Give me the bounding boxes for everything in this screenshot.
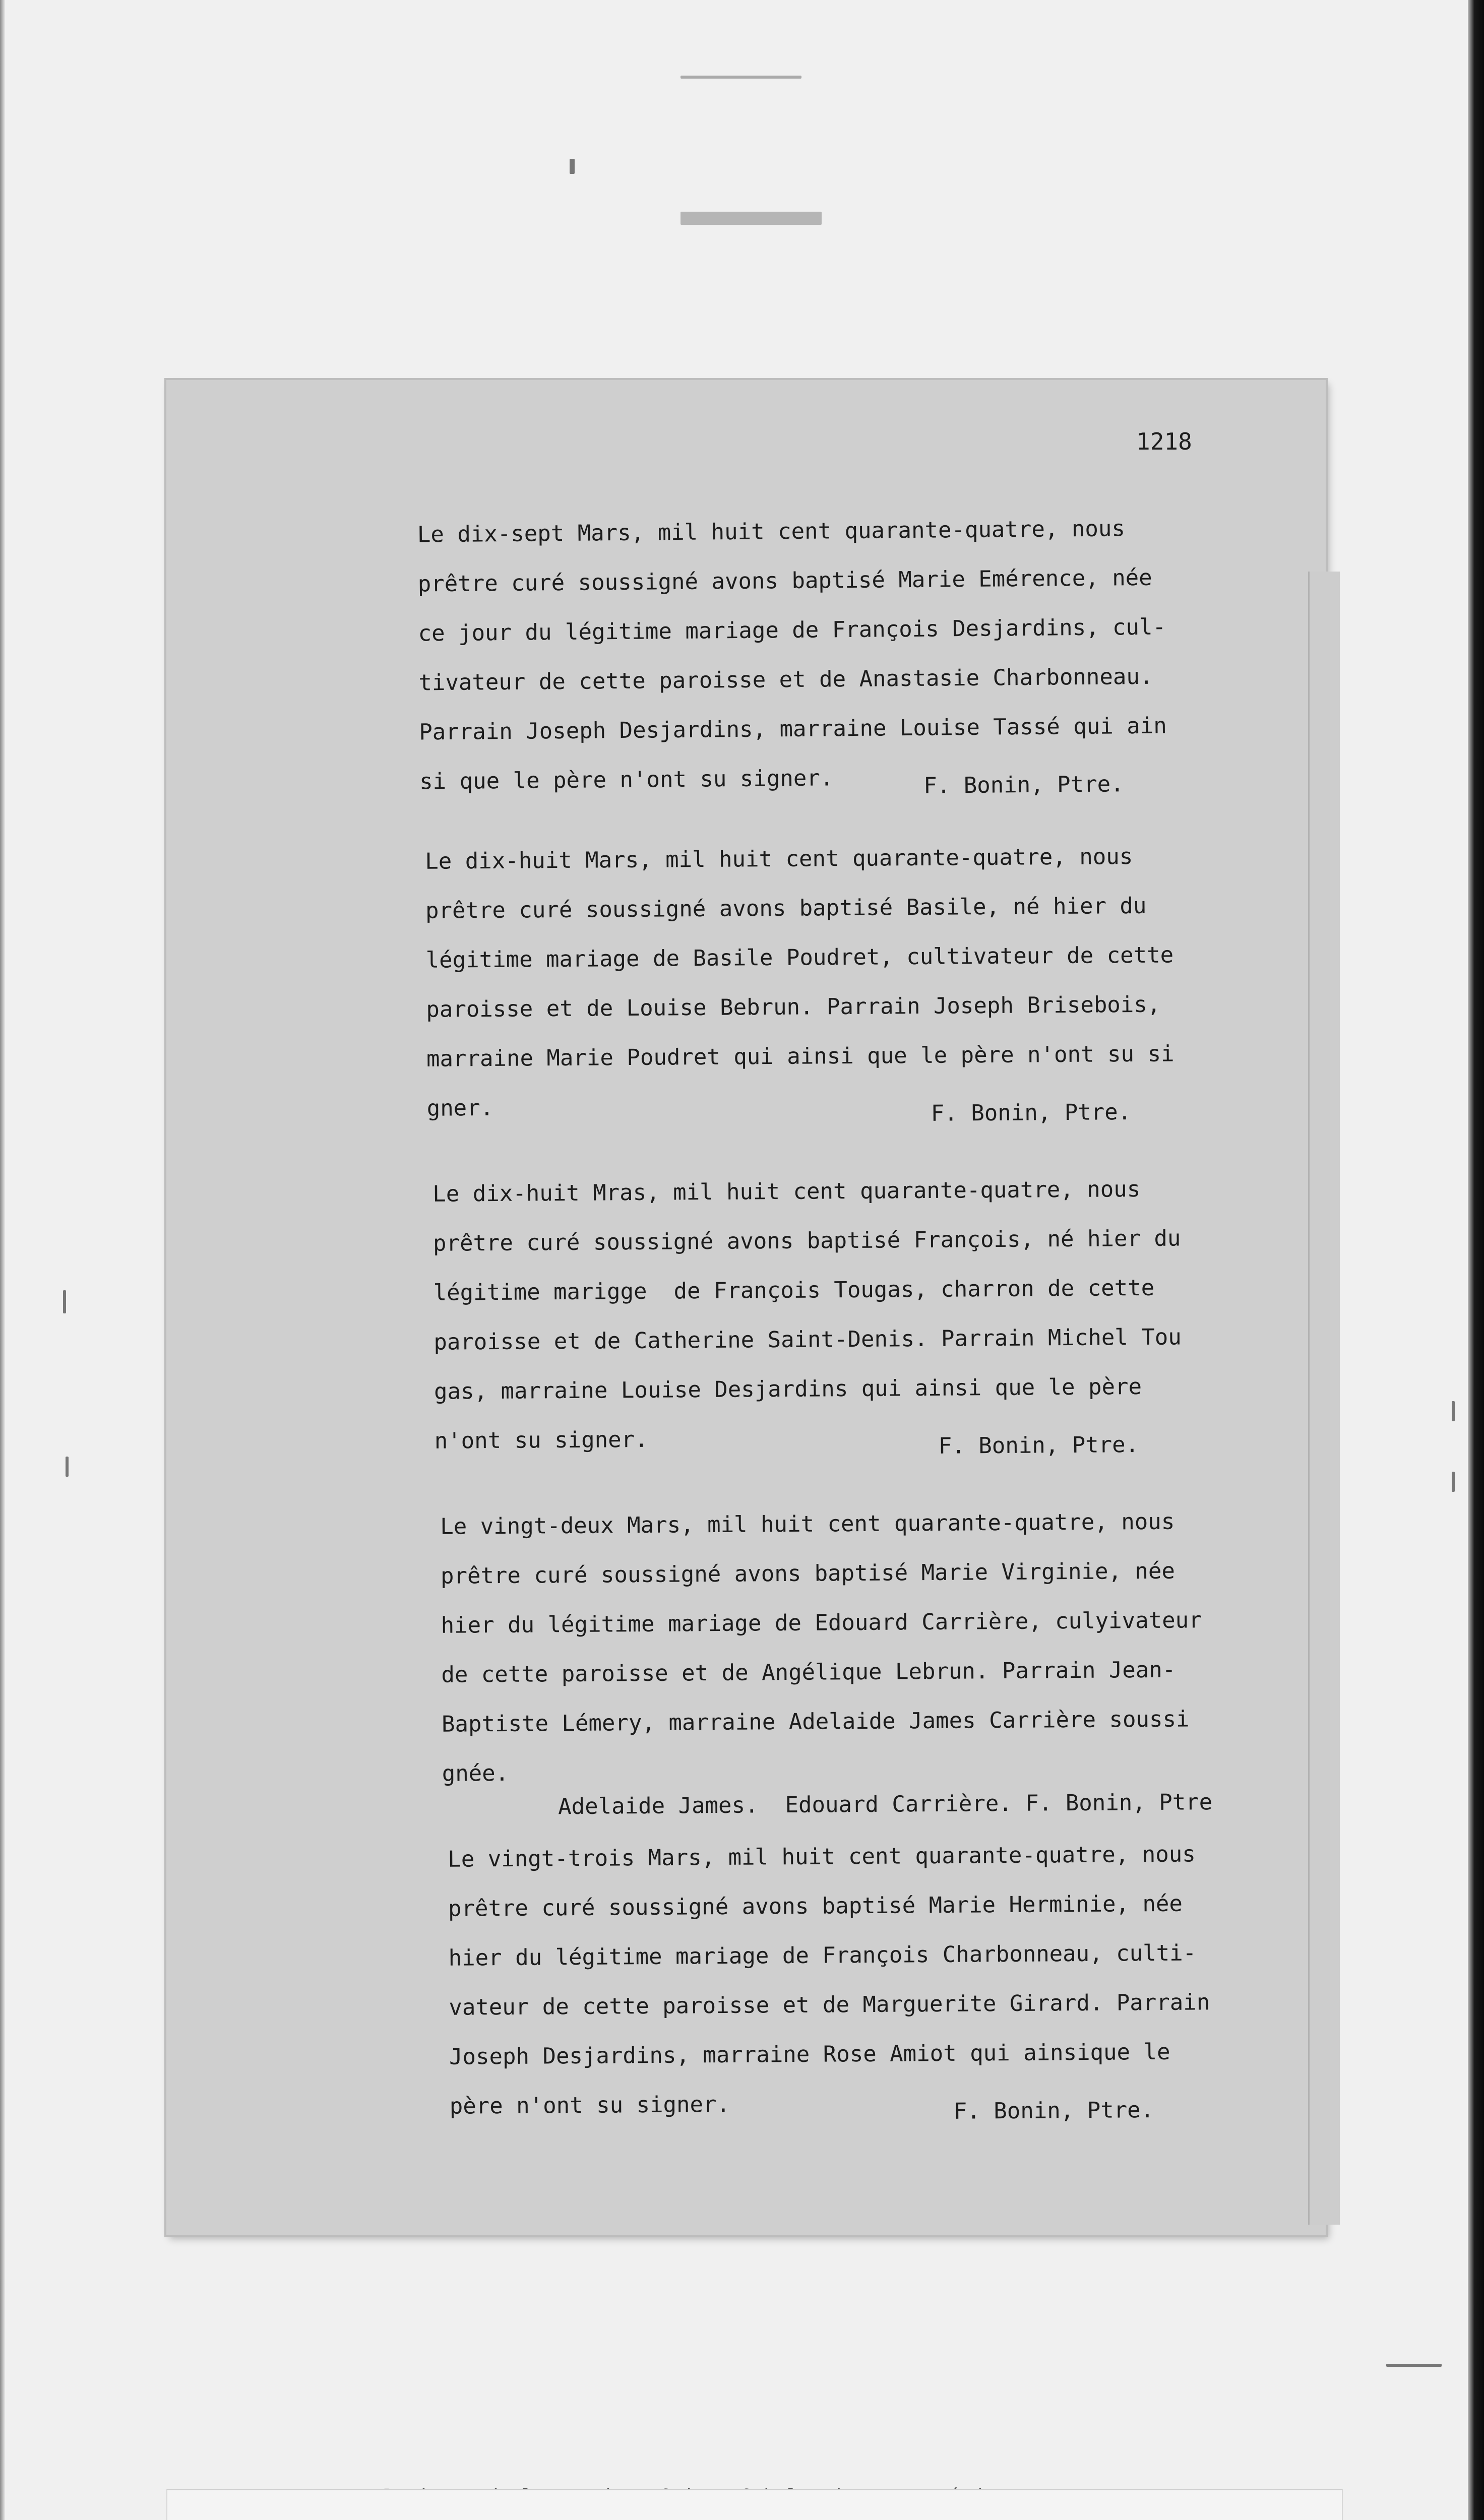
archives-stamp [166,2489,1343,2520]
entry-line: Joseph Desjardins, marraine Rose Amiot qui ainsique le [449,2039,1170,2070]
entry-line: Le dix-huit Mars, mil huit cent quarante-quatre, nous [425,844,1133,874]
entry-line: gnée. [442,1760,509,1787]
baptism-entry [432,1163,1417,1466]
entry-line: n'ont su signer. [434,1426,648,1454]
signature: Adelaide James. Edouard Carrière. F. Bonin, Ptre [558,1789,1213,1820]
entry-line: légitime mariage de Basile Poudret, cultivateur de cette [425,942,1174,973]
entry-line: vateur de cette paroisse et de Marguerite Girard. Parrain [449,1989,1210,2021]
signature: F. Bonin, Ptre. [923,771,1124,799]
document-page [166,380,1326,2235]
entry-line: Le dix-sept Mars, mil huit cent quarante-quatre, nous [417,516,1126,548]
entry-line: ce jour du légitime mariage de François Desjardins, cul- [418,614,1166,647]
dust-speck [66,1457,69,1477]
baptism-entry [417,502,1402,807]
entry-line: hier du légitime mariage de François Charbonneau, culti- [448,1940,1197,1971]
entry-line: de cette paroisse et de Angélique Lebrun. Parrain Jean- [441,1657,1176,1688]
entry-line: prêtre curé soussigné avons baptisé Marie Virginie, née [440,1558,1176,1589]
entry-line: prêtre curé soussigné avons baptisé François, né hier du [432,1225,1181,1256]
entry-line: paroisse et de Louise Bebrun. Parrain Joseph Brisebois, [426,991,1161,1023]
film-edge-right [1468,0,1484,2520]
entry-line: si que le père n'ont su signer. [419,765,834,795]
entry-line: hier du légitime mariage de Edouard Carrière, culyivateur [441,1607,1202,1639]
entry-line: légitime marigge de François Tougas, charron de cette [433,1275,1155,1306]
signature: F. Bonin, Ptre. [931,1099,1132,1126]
entry-line: Le vingt-deux Mars, mil huit cent quarante-quatre, nous [440,1508,1175,1540]
entry-line: paroisse et de Catherine Saint-Denis. Parrain Michel Tou [434,1324,1182,1355]
entry-line: Baptiste Lémery, marraine Adelaide James Carrière soussi [441,1706,1190,1737]
signature: F. Bonin, Ptre. [938,1432,1139,1459]
entry-line: prêtre curé soussigné avons baptisé Basile, né hier du [425,893,1147,924]
baptism-entry [448,1828,1433,2131]
baptism-entry [425,830,1410,1133]
entry-line: tivateur de cette paroisse et de Anastasie Charbonneau. [418,663,1153,696]
dust-speck [1452,1472,1455,1492]
entry-line: Le vingt-trois Mars, mil huit cent quarante-quatre, nous [448,1841,1196,1872]
dust-speck [63,1290,66,1313]
entry-line: marraine Marie Poudret qui ainsi que le père n'ont su si [426,1041,1174,1072]
dust-speck [1452,1401,1455,1421]
page-number: 1218 [1136,428,1192,455]
entry-line: gner. [426,1095,494,1121]
signature: F. Bonin, Ptre. [953,2097,1154,2124]
entry-line: prêtre curé soussigné avons baptisé Marie Emérence, née [417,564,1152,597]
dust-speck [570,159,575,174]
film-edge-left [0,0,5,2520]
baptism-entry [440,1495,1425,1820]
entry-line: prêtre curé soussigné avons baptisé Marie Herminie, née [448,1891,1183,1922]
dust-speck [1386,2364,1442,2367]
entry-line: Le dix-huit Mras, mil huit cent quarante-quatre, nous [432,1176,1141,1207]
entry-line: père n'ont su signer. [449,2091,730,2119]
dust-speck [681,76,801,79]
dust-speck [681,212,822,225]
entry-line: gas, marraine Louise Desjardins qui ainsi que le père [434,1374,1142,1405]
entry-line: Parrain Joseph Desjardins, marraine Louise Tassé qui ain [419,713,1167,745]
